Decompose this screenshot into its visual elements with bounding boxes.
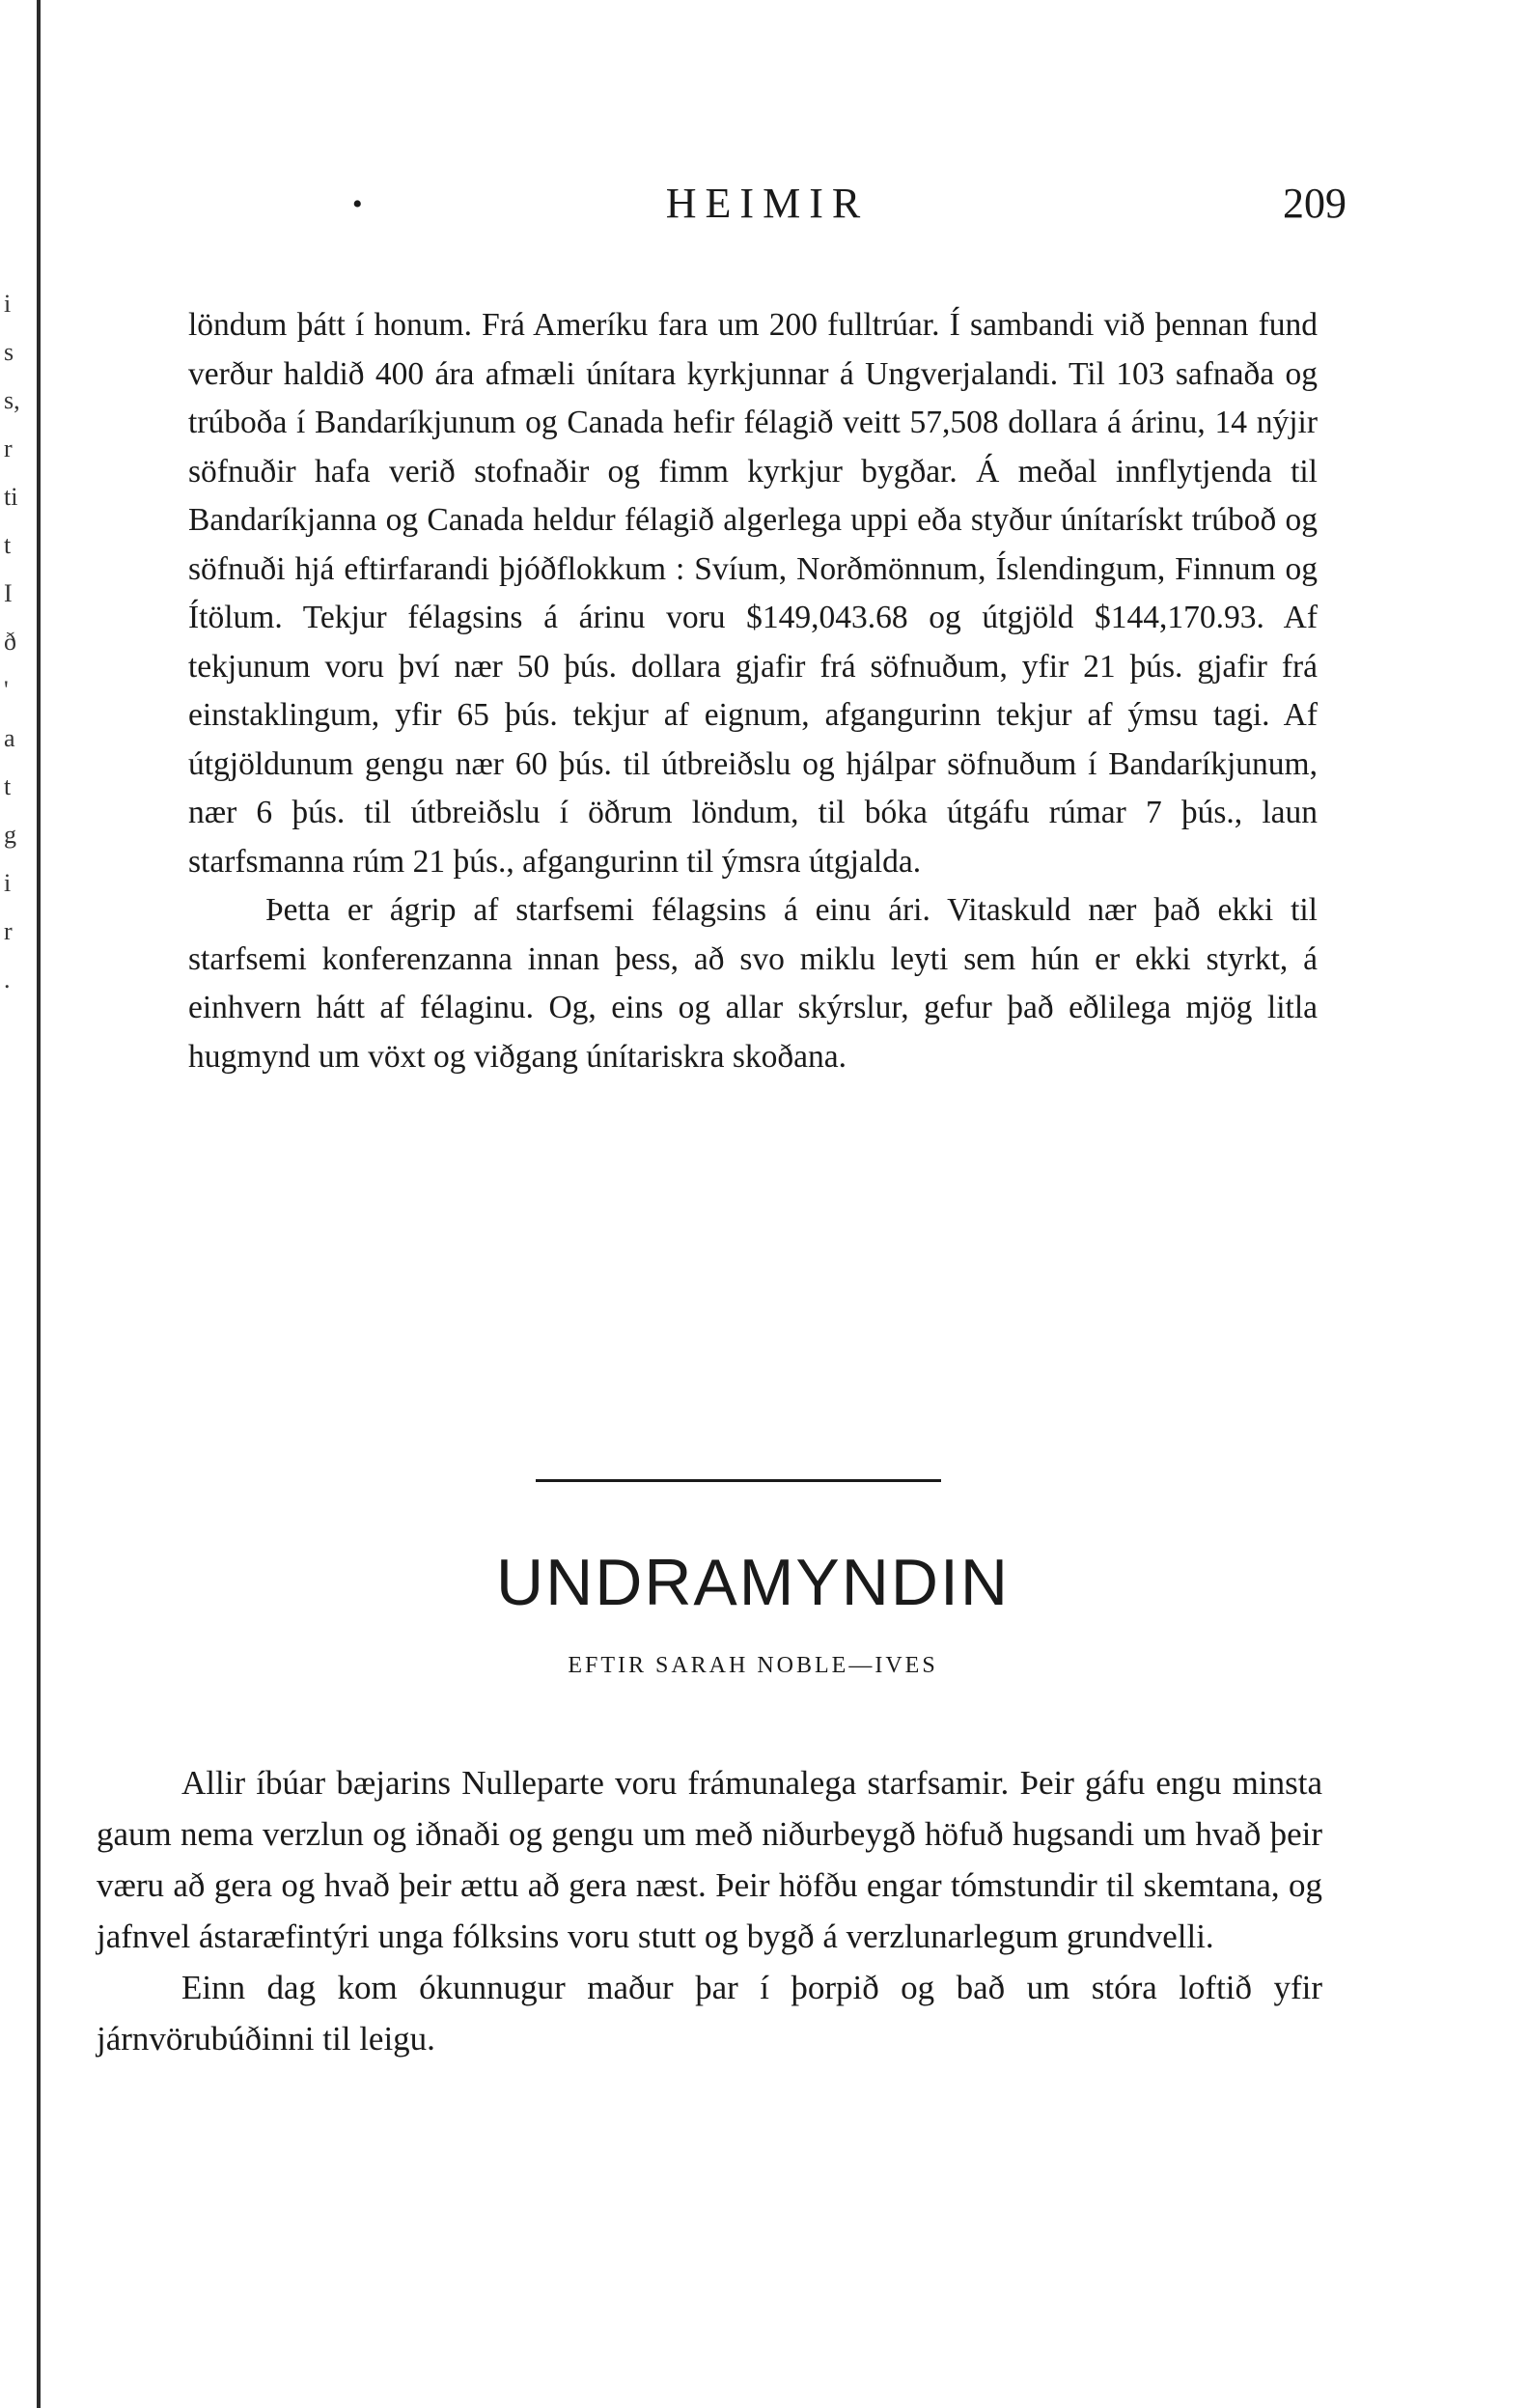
gutter-mark: t xyxy=(4,531,12,559)
gutter-mark: ' xyxy=(4,676,9,704)
running-title: HEIMIR xyxy=(665,180,870,227)
story-body xyxy=(97,1757,1322,2064)
gutter-mark: t xyxy=(4,772,12,800)
gutter-mark: a xyxy=(4,724,15,752)
gutter-mark: r xyxy=(4,917,13,945)
header-dot: • xyxy=(352,188,363,220)
gutter-mark: i xyxy=(4,869,12,897)
story-byline: EFTIR SARAH NOBLE—IVES xyxy=(568,1653,938,1678)
gutter-mark: . xyxy=(4,966,11,994)
section-divider xyxy=(536,1479,941,1482)
binding-edge xyxy=(37,0,41,2408)
gutter-mark: ti xyxy=(4,483,18,511)
gutter-mark: I xyxy=(4,579,13,607)
gutter-mark: ð xyxy=(4,628,16,656)
gutter-mark: i xyxy=(4,290,12,318)
paragraph: Þetta er ágrip af starfsemi félagsins á einu ári. Vitaskuld nær það ekki til starfsemi konferenzanna innan þess, að svo miklu leyti sem hún er ekki styrkt, á einhvern hátt af félaginu. Og, eins og allar skýrslur, gefur það eðlilega mjög litla hugmynd um vöxt og viðgang únítariskra skoðana. xyxy=(188,892,1318,1075)
story-title: UNDRAMYNDIN xyxy=(496,1546,1010,1619)
gutter-mark: r xyxy=(4,434,13,462)
gutter-mark: s xyxy=(4,338,14,366)
paragraph: löndum þátt í honum. Frá Ameríku fara um 200 fulltrúar. Í sambandi við þennan fund verður haldið 400 ára afmæli únítara kyrkjunnar á Ungverjalandi. Til 103 safnaða og trúboða í Bandaríkjunum og Canada hefir félagið veitt 57,508 dollara á árinu, 14 nýjir söfnuðir hafa verið stofnaðir og fimm kyrkjur bygðar. Á meðal innflytjenda til Bandaríkjanna og Canada heldur félagið algerlega uppi eða styður únítarískt trúboð og söfnuði hjá eftirfarandi þjóðflokkum : Svíum, Norðmönnum, Íslendingum, Finnum og Ítölum. Tekjur félagsins á árinu voru $149,043.68 og útgjöld $144,170.93. Af tekjunum voru því nær 50 þús. dollara gjafir frá söfnuðum, yfir 21 þús. gjafir frá einstaklingum, yfir 65 þús. tekjur af eignum, afgangurinn tekjur af ýmsu tagi. Af útgjöldunum gengu nær 60 þús. til útbreiðslu og hjálpar söfnuðum í Bandaríkjunum, nær 6 þús. til útbreiðslu í öðrum löndum, til bóka útgáfu rúmar 7 þús., laun starfsmanna rúm 21 þús., afgangurinn til ýmsra útgjalda. xyxy=(188,307,1318,880)
paragraph: Allir íbúar bæjarins Nulleparte voru frámunalega starfsamir. Þeir gáfu engu minsta gaum nema verzlun og iðnaði og gengu um með niðurbeygð höfuð hugsandi um hvað þeir væru að gera og hvað þeir ættu að gera næst. Þeir höfðu engar tómstundir til skemtana, og jafnvel ástaræfintýri unga fólksins voru stutt og bygð á verzlunarlegum grundvelli. xyxy=(97,1764,1322,1955)
gutter-marks xyxy=(0,280,29,1004)
page-number: 209 xyxy=(1283,180,1347,227)
article-continuation xyxy=(188,301,1318,1081)
gutter-mark: g xyxy=(4,821,16,849)
running-header xyxy=(188,179,1347,237)
gutter-mark: s, xyxy=(4,386,20,414)
paragraph: Einn dag kom ókunnugur maður þar í þorpið og bað um stóra loftið yfir járnvörubúðinni til leigu. xyxy=(97,1969,1322,2058)
